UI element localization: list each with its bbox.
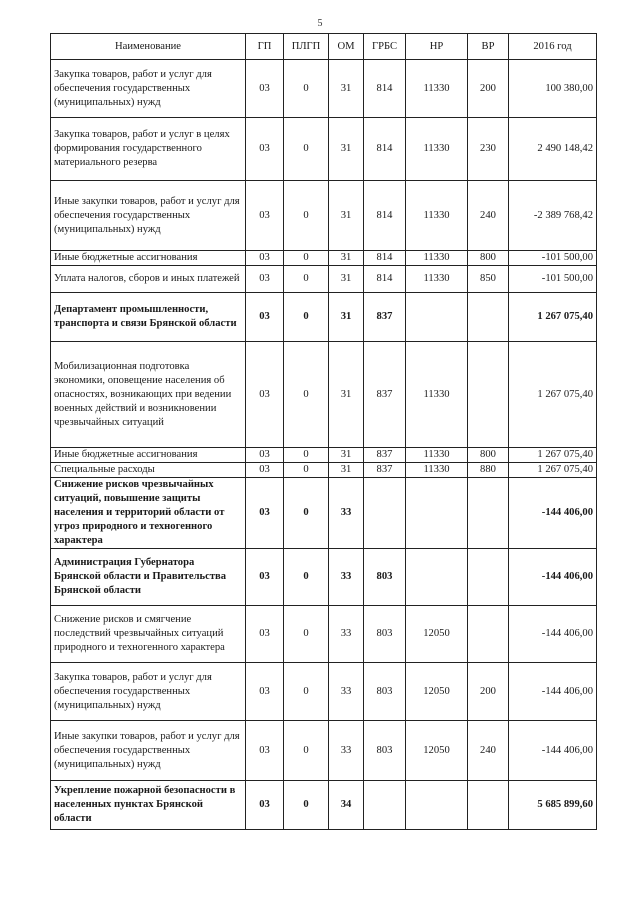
cell-name: Мобилизационная подготовка экономики, оповещение населения об опасностях, возникающих при ведении военных действий и возникновении чрезвычайных ситуаций: [51, 342, 246, 448]
cell-gp: 03: [246, 663, 284, 721]
cell-amount: -144 406,00: [509, 663, 597, 721]
cell-grbs: 837: [364, 448, 406, 463]
table-row: [51, 549, 597, 606]
cell-vr: [468, 342, 509, 448]
cell-vr: 230: [468, 118, 509, 181]
cell-nr: [406, 781, 468, 830]
cell-grbs: [364, 781, 406, 830]
cell-nr: [406, 478, 468, 549]
cell-amount: 100 380,00: [509, 60, 597, 118]
cell-amount: -144 406,00: [509, 478, 597, 549]
cell-name: Снижение рисков чрезвычайных ситуаций, повышение защиты населения и территорий области от угроз природного и техногенного характера: [51, 478, 246, 549]
cell-nr: 12050: [406, 721, 468, 781]
cell-gp: 03: [246, 721, 284, 781]
cell-gp: 03: [246, 781, 284, 830]
cell-gp: 03: [246, 606, 284, 663]
cell-name: Специальные расходы: [51, 463, 246, 478]
cell-amount: -144 406,00: [509, 721, 597, 781]
cell-nr: 12050: [406, 606, 468, 663]
page-number: 5: [317, 18, 323, 29]
cell-grbs: 814: [364, 266, 406, 293]
cell-om: 33: [329, 549, 364, 606]
table-row: [51, 463, 597, 478]
col-header-plgp: ПЛГП: [284, 34, 329, 60]
cell-gp: 03: [246, 549, 284, 606]
cell-nr: 11330: [406, 60, 468, 118]
cell-name: Укрепление пожарной безопасности в населенных пунктах Брянской области: [51, 781, 246, 830]
table-row: [51, 181, 597, 251]
cell-amount: -144 406,00: [509, 549, 597, 606]
cell-vr: 880: [468, 463, 509, 478]
cell-nr: 11330: [406, 266, 468, 293]
cell-plgp: 0: [284, 448, 329, 463]
cell-amount: -101 500,00: [509, 251, 597, 266]
cell-nr: 12050: [406, 663, 468, 721]
table-row: [51, 478, 597, 549]
cell-vr: 800: [468, 251, 509, 266]
table-row: [51, 60, 597, 118]
cell-amount: -101 500,00: [509, 266, 597, 293]
cell-name: Иные закупки товаров, работ и услуг для обеспечения государственных (муниципальных) нужд: [51, 721, 246, 781]
col-header-year: 2016 год: [509, 34, 597, 60]
cell-gp: 03: [246, 118, 284, 181]
cell-amount: 1 267 075,40: [509, 463, 597, 478]
cell-vr: 800: [468, 448, 509, 463]
cell-grbs: 803: [364, 606, 406, 663]
cell-plgp: 0: [284, 781, 329, 830]
col-header-vr: ВР: [468, 34, 509, 60]
cell-om: 31: [329, 342, 364, 448]
cell-amount: 1 267 075,40: [509, 293, 597, 342]
cell-vr: [468, 293, 509, 342]
cell-name: Иные бюджетные ассигнования: [51, 448, 246, 463]
cell-gp: 03: [246, 181, 284, 251]
cell-grbs: [364, 478, 406, 549]
cell-name: Снижение рисков и смягчение последствий чрезвычайных ситуаций природного и техногенного характера: [51, 606, 246, 663]
cell-om: 33: [329, 663, 364, 721]
cell-nr: 11330: [406, 463, 468, 478]
table-row: [51, 342, 597, 448]
cell-grbs: 837: [364, 293, 406, 342]
cell-amount: -2 389 768,42: [509, 181, 597, 251]
cell-gp: 03: [246, 342, 284, 448]
cell-nr: 11330: [406, 251, 468, 266]
cell-vr: [468, 549, 509, 606]
cell-vr: [468, 781, 509, 830]
table-row: [51, 251, 597, 266]
cell-amount: 1 267 075,40: [509, 342, 597, 448]
cell-grbs: 803: [364, 549, 406, 606]
table-row: [51, 781, 597, 830]
table-row: [51, 663, 597, 721]
cell-om: 34: [329, 781, 364, 830]
cell-name: Департамент промышленности, транспорта и связи Брянской области: [51, 293, 246, 342]
cell-grbs: 814: [364, 181, 406, 251]
cell-nr: [406, 549, 468, 606]
col-header-gp: ГП: [246, 34, 284, 60]
budget-table: [50, 33, 597, 830]
table-row: [51, 721, 597, 781]
cell-grbs: 814: [364, 118, 406, 181]
cell-grbs: 837: [364, 342, 406, 448]
cell-om: 31: [329, 181, 364, 251]
cell-name: Закупка товаров, работ и услуг в целях формирования государственного материального резерва: [51, 118, 246, 181]
cell-plgp: 0: [284, 549, 329, 606]
cell-name: Закупка товаров, работ и услуг для обеспечения государственных (муниципальных) нужд: [51, 663, 246, 721]
col-header-grbs: ГРБС: [364, 34, 406, 60]
table-row: [51, 118, 597, 181]
table-row: [51, 606, 597, 663]
cell-name: Уплата налогов, сборов и иных платежей: [51, 266, 246, 293]
cell-om: 31: [329, 266, 364, 293]
cell-nr: 11330: [406, 181, 468, 251]
cell-grbs: 814: [364, 251, 406, 266]
cell-gp: 03: [246, 478, 284, 549]
cell-plgp: 0: [284, 293, 329, 342]
cell-nr: 11330: [406, 342, 468, 448]
cell-om: 33: [329, 721, 364, 781]
cell-plgp: 0: [284, 266, 329, 293]
cell-vr: 850: [468, 266, 509, 293]
cell-gp: 03: [246, 251, 284, 266]
col-header-om: ОМ: [329, 34, 364, 60]
col-header-nr: НР: [406, 34, 468, 60]
cell-grbs: 803: [364, 663, 406, 721]
cell-plgp: 0: [284, 721, 329, 781]
cell-plgp: 0: [284, 478, 329, 549]
cell-nr: 11330: [406, 118, 468, 181]
cell-om: 33: [329, 478, 364, 549]
cell-vr: 200: [468, 60, 509, 118]
col-header-name: Наименование: [51, 34, 246, 60]
cell-name: Иные закупки товаров, работ и услуг для обеспечения государственных (муниципальных) нужд: [51, 181, 246, 251]
cell-vr: [468, 478, 509, 549]
cell-name: Закупка товаров, работ и услуг для обеспечения государственных (муниципальных) нужд: [51, 60, 246, 118]
cell-amount: 2 490 148,42: [509, 118, 597, 181]
cell-grbs: 803: [364, 721, 406, 781]
cell-vr: [468, 606, 509, 663]
cell-vr: 240: [468, 721, 509, 781]
cell-plgp: 0: [284, 663, 329, 721]
cell-om: 31: [329, 293, 364, 342]
table-body: [51, 60, 597, 830]
cell-grbs: 837: [364, 463, 406, 478]
table-row: [51, 293, 597, 342]
cell-plgp: 0: [284, 251, 329, 266]
cell-amount: -144 406,00: [509, 606, 597, 663]
cell-gp: 03: [246, 266, 284, 293]
cell-nr: 11330: [406, 448, 468, 463]
cell-vr: 200: [468, 663, 509, 721]
cell-gp: 03: [246, 60, 284, 118]
cell-amount: 1 267 075,40: [509, 448, 597, 463]
cell-name: Администрация Губернатора Брянской области и Правительства Брянской области: [51, 549, 246, 606]
cell-om: 31: [329, 118, 364, 181]
cell-gp: 03: [246, 448, 284, 463]
cell-gp: 03: [246, 293, 284, 342]
cell-om: 31: [329, 60, 364, 118]
cell-nr: [406, 293, 468, 342]
cell-plgp: 0: [284, 606, 329, 663]
cell-plgp: 0: [284, 342, 329, 448]
cell-vr: 240: [468, 181, 509, 251]
cell-plgp: 0: [284, 181, 329, 251]
table-row: [51, 448, 597, 463]
cell-om: 31: [329, 448, 364, 463]
cell-amount: 5 685 899,60: [509, 781, 597, 830]
cell-om: 33: [329, 606, 364, 663]
cell-om: 31: [329, 463, 364, 478]
cell-om: 31: [329, 251, 364, 266]
cell-name: Иные бюджетные ассигнования: [51, 251, 246, 266]
cell-grbs: 814: [364, 60, 406, 118]
cell-plgp: 0: [284, 463, 329, 478]
cell-gp: 03: [246, 463, 284, 478]
cell-plgp: 0: [284, 118, 329, 181]
cell-plgp: 0: [284, 60, 329, 118]
header-row: [51, 34, 597, 60]
table-row: [51, 266, 597, 293]
